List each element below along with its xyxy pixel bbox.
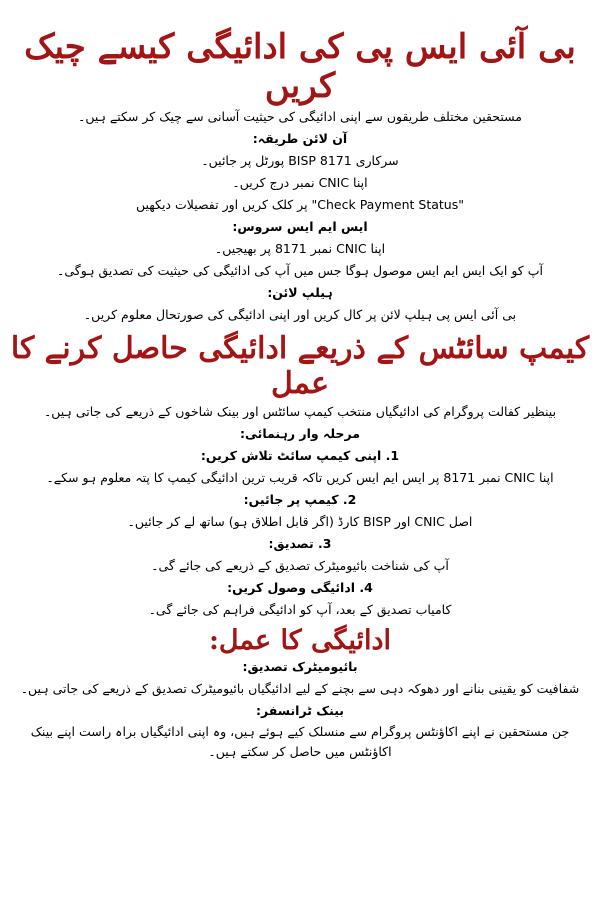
online-step-2: اپنا CNIC نمبر درج کریں۔	[232, 175, 368, 191]
sms-service-section	[0, 216, 600, 282]
page-title: بی آئی ایس پی کی ادائیگی کیسے چیک کریں	[24, 27, 576, 107]
camp-step-4-text: کامیاب تصدیق کے بعد، آپ کو ادائیگی فراہم کی جائے گی۔	[148, 602, 452, 618]
online-method-heading: آن لائن طریقہ:	[252, 131, 348, 147]
camp-step-3-heading: 3. تصدیق:	[268, 536, 332, 552]
helpline-step-1: بی آئی ایس پی ہیلپ لائن پر کال کریں اور اپنی ادائیگی کی صورتحال معلوم کریں۔	[83, 307, 517, 323]
payment-section-title: ادائیگی کا عمل:	[208, 625, 392, 657]
camp-intro-text: بینظیر کفالت پروگرام کی ادائیگیاں منتخب کیمپ سائٹس اور بینک شاخوں کے ذریعے کی جاتی ہیں۔	[43, 404, 557, 420]
camp-step-3-text: آپ کی شناخت بائیومیٹرک تصدیق کے ذریعے کی جائے گی۔	[151, 558, 449, 574]
online-step-1: سرکاری BISP 8171 پورٹل پر جائیں۔	[201, 153, 399, 169]
camp-step-2-heading: 2. کیمپ پر جائیں:	[243, 492, 357, 508]
bank-transfer-heading: بینک ٹرانسفر:	[256, 703, 344, 719]
bank-transfer-text: جن مستحقین نے اپنے اکاؤنٹس پروگرام سے منسلک کیے ہوئے ہیں، وہ اپنی ادائیگیاں براہ راست اپنے بینک اکاؤنٹس میں حاصل کر سکتے ہیں۔	[30, 724, 570, 760]
biometric-heading: بائیومیٹرک تصدیق:	[242, 659, 358, 675]
sms-step-2: آپ کو ایک ایس ایم ایس موصول ہوگا جس میں آپ کی ادائیگی کی حیثیت کی تصدیق ہوگی۔	[57, 263, 543, 279]
camp-step-1-text: اپنا CNIC نمبر 8171 پر ایس ایم ایس کریں تاکہ قریب ترین ادائیگی کیمپ کا پتہ معلوم ہو سکے۔	[46, 470, 554, 486]
payment-section	[0, 656, 600, 762]
step-guide-heading: مرحلہ وار رہنمائی:	[240, 426, 360, 442]
biometric-text: شفافیت کو یقینی بنانے اور دھوکہ دہی سے بچنے کے لیے ادائیگیاں بائیومیٹرک تصدیق کے ذریعے کی جاتی ہیں۔	[20, 681, 580, 697]
camp-section	[0, 401, 600, 621]
helpline-heading: ہیلپ لائن:	[267, 285, 333, 301]
intro-text: مستحقین مختلف طریقوں سے اپنی ادائیگی کی حیثیت آسانی سے چیک کر سکتے ہیں۔	[78, 109, 522, 125]
camp-section-title: کیمپ سائٹس کے ذریعے ادائیگی حاصل کرنے کا عمل	[10, 331, 590, 401]
online-step-3: "Check Payment Status" پر کلک کریں اور تفصیلات دیکھیں	[136, 197, 464, 213]
helpline-section	[0, 282, 600, 326]
online-method-section	[0, 128, 600, 216]
sms-service-heading: ایس ایم ایس سروس:	[232, 219, 368, 235]
sms-step-1: اپنا CNIC نمبر 8171 پر بھیجیں۔	[214, 241, 386, 257]
camp-step-2-text: اصل CNIC اور BISP کارڈ (اگر قابل اطلاق ہو) ساتھ لے کر جائیں۔	[127, 514, 473, 530]
camp-step-4-heading: 4. ادائیگی وصول کریں:	[227, 580, 373, 596]
camp-step-1-heading: 1. اپنی کیمپ سائٹ تلاش کریں:	[200, 448, 400, 464]
